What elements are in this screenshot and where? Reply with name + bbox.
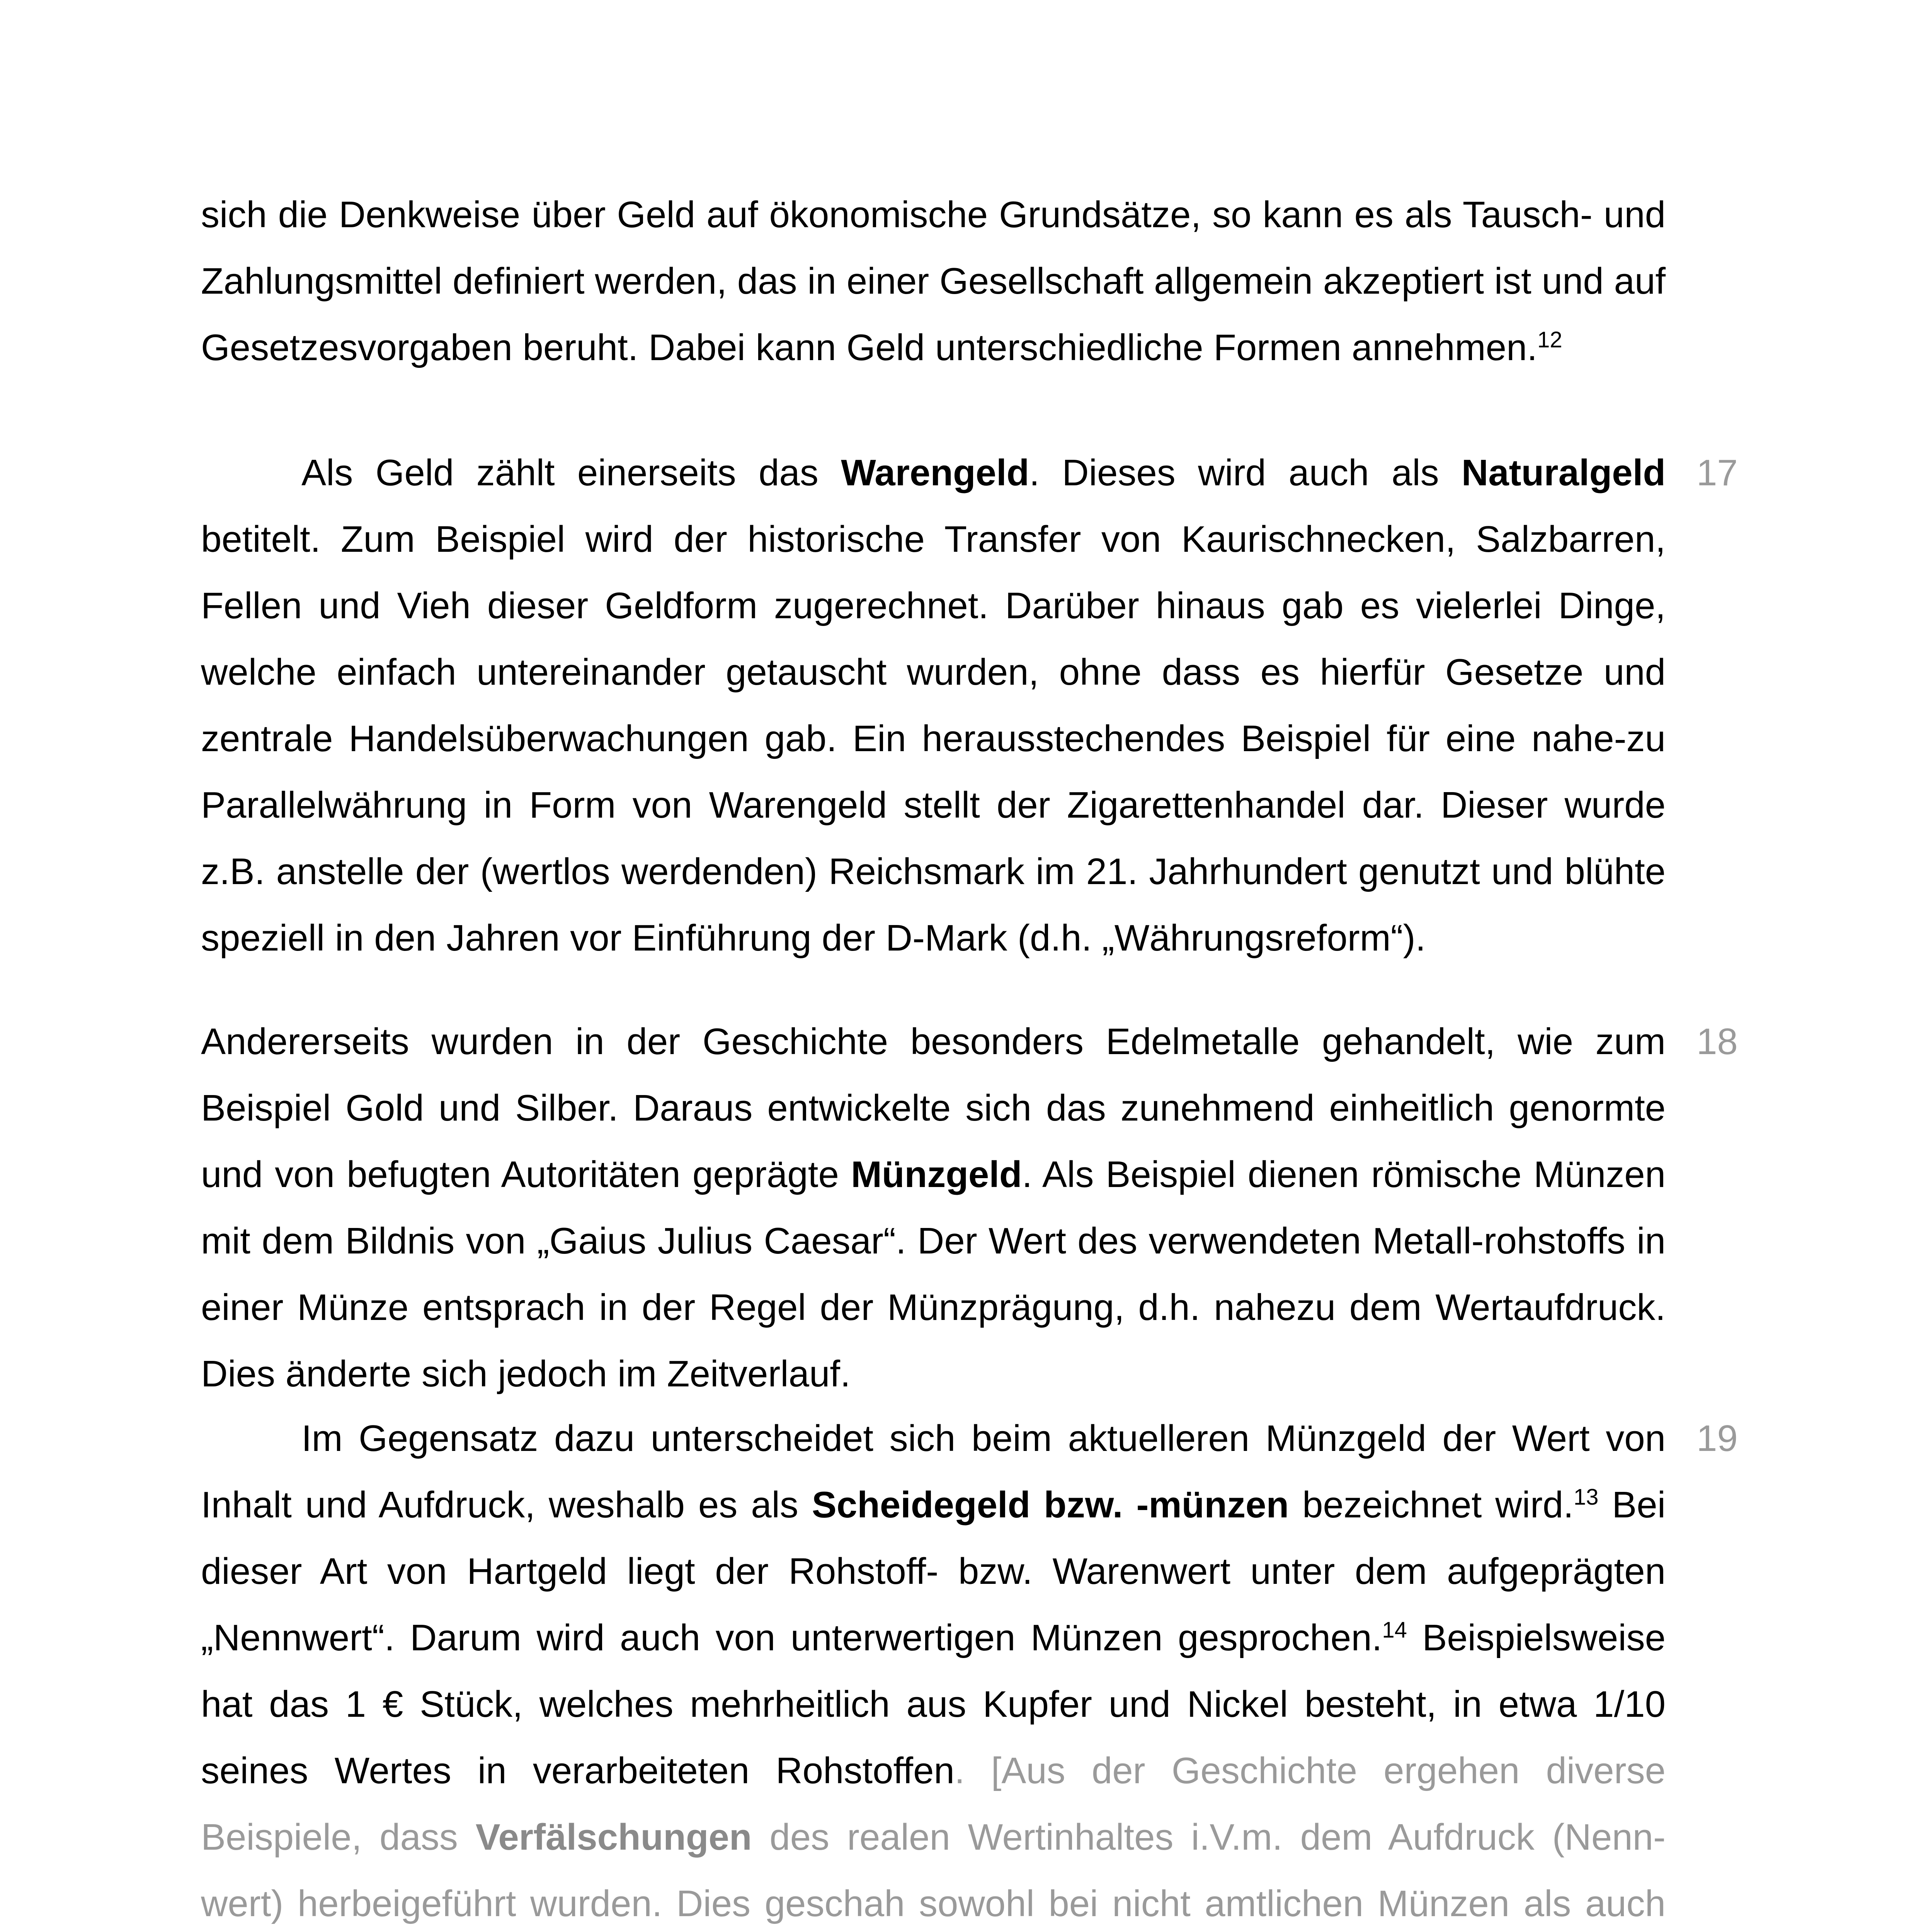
- term-warengeld: Warengeld: [841, 452, 1029, 493]
- footnote-ref-12[interactable]: 12: [1537, 327, 1562, 352]
- paragraph-19: Im Gegensatz dazu unterscheidet sich beim aktuelleren Münzgeld der Wert von Inhalt und Aufdruck, weshalb es als Scheidegeld bzw. -münzen bezeichnet wird.$^{13}$ Bei dieser Art von Hartgeld liegt der Rohstoff- bzw. Warenwert unter dem aufgeprägten „Nennwert“. Darum wird auch von unterwertigen Münzen gesprochen.$^{14}$ Beispielsweise hat das 1 € Stück, welches mehrheitlich aus Kupfer und Nickel besteht, in etwa 1/10 seines Wertes in verarbeiteten Rohstoffen. [Aus der Geschichte ergehen diverse Beispiele, dass Verfälschungen des realen Wertinhaltes i.V.m. dem Aufdruck (Nenn-wert) herbeigeführt wurden. Dies geschah sowohl bei nicht amtlichen Münzen als auch: [201, 1405, 1666, 1932]
- paragraph-18: Andererseits wurden in der Geschichte besonders Edelmetalle gehandelt, wie zum Beispiel Gold und Silber. Daraus entwickelte sich das zunehmend einheitlich genormte und von befugten Autoritäten geprägte Münzgeld. Als Beispiel dienen römische Münzen mit dem Bildnis von „Gaius Julius Caesar“. Der Wert des verwendeten Metall-rohstoffs in einer Münze entsprach in der Regel der Münzprägung, d.h. nahezu dem Wertaufdruck. Dies änderte sich jedoch im Zeitverlauf.: [201, 1021, 1666, 1395]
- term-muenzgeld: Münzgeld: [851, 1154, 1022, 1195]
- margin-number-19: 19: [1696, 1418, 1738, 1459]
- footnote-ref-13[interactable]: 13: [1573, 1485, 1599, 1510]
- footnote-ref-14[interactable]: 14: [1382, 1617, 1407, 1643]
- term-scheidegeld: Scheidegeld bzw. -münzen: [812, 1484, 1289, 1526]
- greyed-passage: . [Aus der Geschichte ergehen diverse Beispiele, dass Verfälschungen des realen Wertinhaltes i.V.m. dem Aufdruck (Nenn-wert) herbeigeführt wurden. Dies geschah sowohl bei nicht amtlichen Münzen als auch: [201, 1750, 1666, 1924]
- margin-number-18: 18: [1696, 1021, 1738, 1062]
- margin-number-17: 17: [1696, 452, 1738, 493]
- term-naturalgeld: Naturalgeld: [1461, 452, 1666, 493]
- paragraph-intro: sich die Denkweise über Geld auf ökonomische Grundsätze, so kann es als Tausch- und Zahlungsmittel definiert werden, das in einer Gesellschaft allgemein akzeptiert ist und auf Gesetzesvorgaben beruht. Dabei kann Geld unterschiedliche Formen annehmen.$^{12}$: [201, 194, 1666, 368]
- paragraph-17: Als Geld zählt einerseits das Warengeld. Dieses wird auch als Naturalgeld betitelt. Zum Beispiel wird der historische Transfer von Kaurischnecken, Salzbarren, Fellen und Vieh dieser Geldform zugerechnet. Darüber hinaus gab es vielerlei Dinge, welche einfach untereinander getauscht wurden, ohne dass es hierfür Gesetze und zentrale Handelsüberwachungen gab. Ein herausstechendes Beispiel für eine nahe-zu Parallelwährung in Form von Warengeld stellt der Zigarettenhandel dar. Dieser wurde z.B. anstelle der (wertlos werdenden) Reichsmark im 21. Jahrhundert genutzt und blühte speziell in den Jahren vor Einführung der D-Mark (d.h. „Währungsreform“).: [201, 452, 1666, 959]
- term-verfaelschungen: Verfälschungen: [475, 1816, 752, 1858]
